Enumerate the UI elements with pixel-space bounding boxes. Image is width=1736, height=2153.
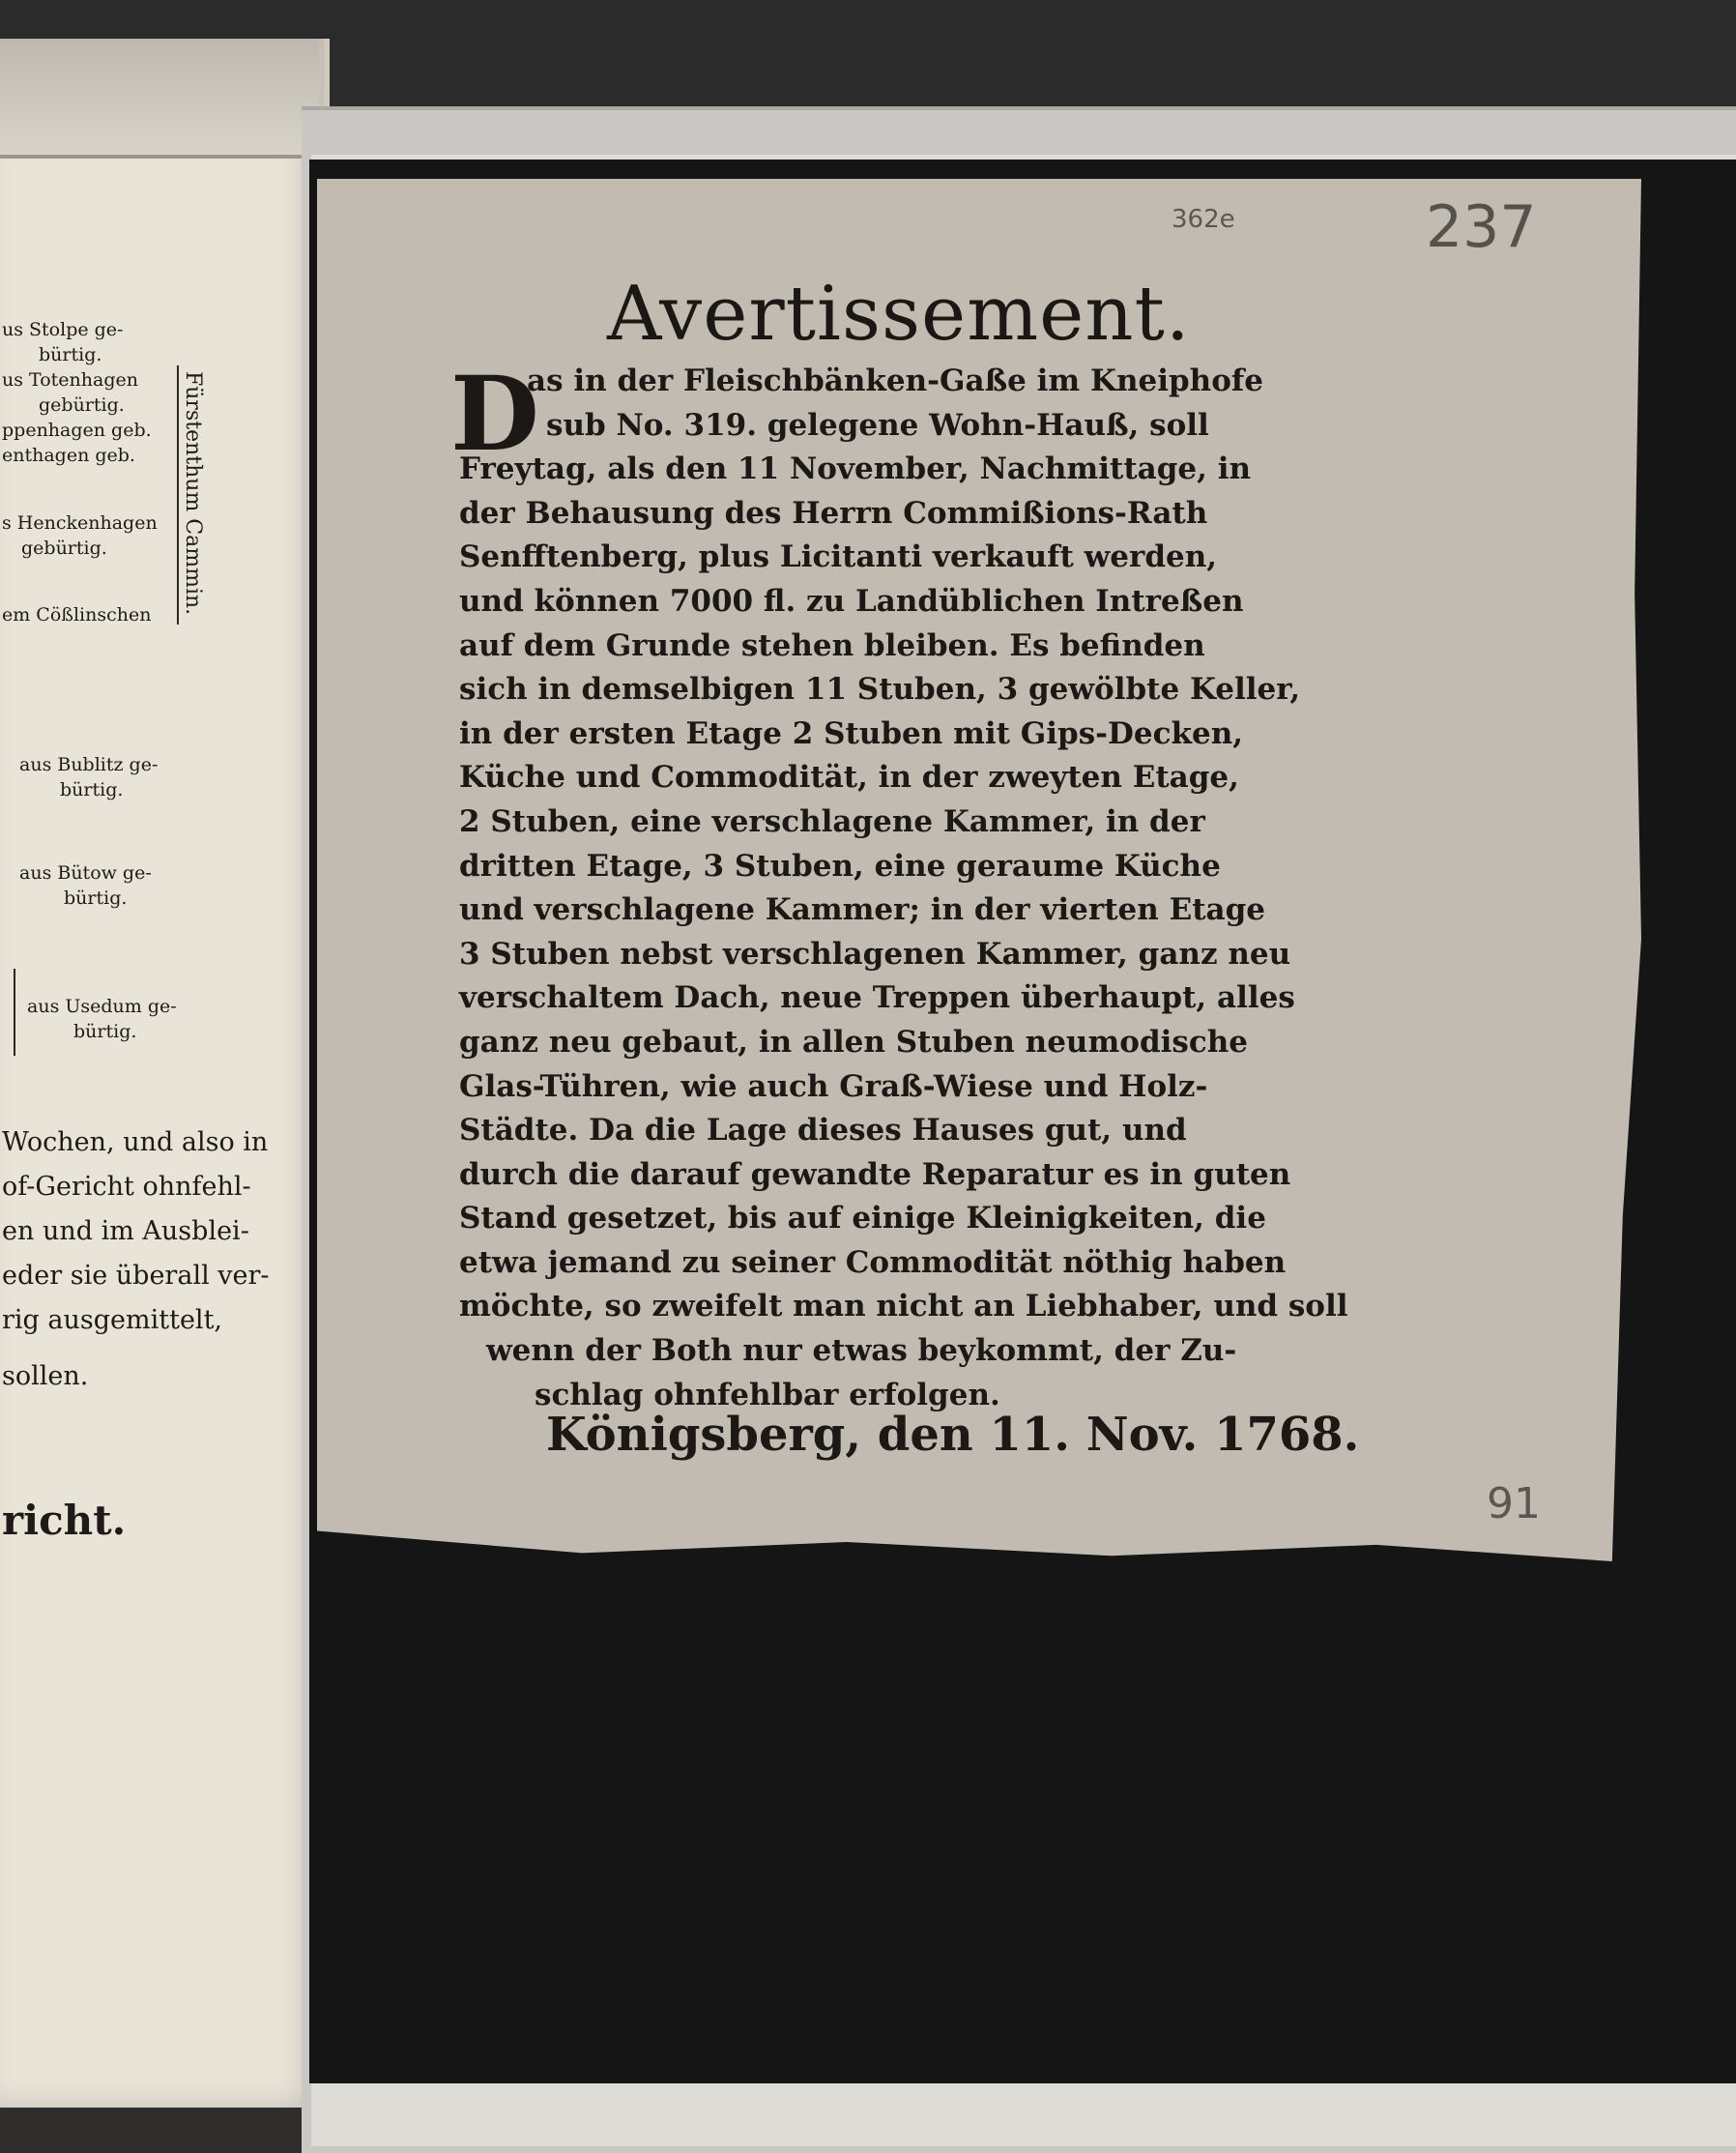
left-page-line: us Totenhagen (2, 369, 138, 391)
body-line: Glas-Tühren, wie auch Graß-Wiese und Holz- (459, 1068, 1208, 1104)
left-page-line: bürtig. (73, 1021, 137, 1042)
left-page-line: en und im Ausblei- (2, 1216, 249, 1246)
left-page-line: aus Usedum ge- (27, 996, 177, 1017)
body-line: dritten Etage, 3 Stuben, eine geraume Küche (459, 848, 1221, 884)
brace (177, 365, 179, 625)
left-page-line: bürtig. (39, 344, 102, 365)
pencil-catalog-number: 362e (1172, 205, 1235, 234)
left-page-line: aus Bütow ge- (19, 862, 152, 884)
pencil-folio-number: 237 (1426, 193, 1537, 261)
body-line: verschaltem Dach, neue Treppen überhaupt, alles (459, 980, 1295, 1016)
handbill-body (459, 360, 1348, 1417)
drop-cap: D (450, 353, 539, 474)
body-line: Freytag, als den 11 November, Nachmittage, in (459, 451, 1252, 487)
vertical-margin-label: Fürstenthum Cammin. (181, 371, 205, 616)
body-line: wenn der Both nur etwas beykommt, der Zu- (486, 1333, 1237, 1369)
handbill-title: Avertissement. (607, 271, 1191, 358)
left-page-line: gebürtig. (39, 394, 125, 416)
left-page-line: gebürtig. (21, 538, 107, 559)
left-page-line: of-Gericht ohnfehl- (2, 1172, 251, 1202)
body-line: 2 Stuben, eine verschlagene Kammer, in der (459, 803, 1205, 839)
body-line: in der ersten Etage 2 Stuben mit Gips-Decken, (459, 715, 1244, 751)
left-page-line: enthagen geb. (2, 445, 135, 466)
body-line: und können 7000 fl. zu Landüblichen Intreßen (459, 583, 1244, 619)
body-line: Senfftenberg, plus Licitanti verkauft werden, (459, 539, 1218, 575)
body-line: Städte. Da die Lage dieses Hauses gut, und (459, 1113, 1187, 1149)
body-line: Stand gesetzet, bis auf einige Kleinigkeiten, die (459, 1201, 1266, 1237)
body-line: Küche und Commodität, in der zweyten Etage, (459, 760, 1239, 796)
left-page-line: rig ausgemittelt, (2, 1305, 222, 1335)
left-page-line: richt. (2, 1497, 127, 1544)
left-page-line: eder sie überall ver- (2, 1261, 270, 1291)
body-line: und verschlagene Kammer; in der vierten Etage (459, 892, 1266, 928)
pencil-corner-note: 91 (1487, 1479, 1541, 1528)
body-line: auf dem Grunde stehen bleiben. Es befinden (459, 627, 1205, 663)
handbill-dateline: Königsberg, den 11. Nov. 1768. (546, 1408, 1360, 1462)
left-page-line: s Henckenhagen (2, 512, 158, 534)
body-line: as in der Fleischbänken-Gaße im Kneiphofe (527, 364, 1263, 398)
left-page-line: aus Bublitz ge- (19, 754, 159, 775)
body-line: der Behausung des Herrn Commißions-Rath (459, 495, 1208, 531)
left-page-line: us Stolpe ge- (2, 319, 124, 340)
body-line: etwa jemand zu seiner Commodität nöthig haben (459, 1244, 1287, 1280)
body-line: schlag ohnfehlbar erfolgen. (535, 1377, 1000, 1412)
left-page-line: Wochen, und also in (2, 1127, 269, 1157)
brace (14, 969, 15, 1056)
left-page-line: bürtig. (60, 779, 124, 800)
left-page-line: bürtig. (64, 887, 128, 909)
body-line: durch die darauf gewandte Reparatur es in guten (459, 1156, 1291, 1192)
book-page-edges (0, 39, 319, 159)
left-page-line: ppenhagen geb. (2, 420, 152, 441)
body-line: möchte, so zweifelt man nicht an Liebhaber, und soll (459, 1289, 1348, 1324)
body-line: sub No. 319. gelegene Wohn-Hauß, soll (546, 407, 1209, 443)
body-line: ganz neu gebaut, in allen Stuben neumodische (459, 1024, 1248, 1060)
left-page-line: em Cößlinschen (2, 604, 152, 626)
body-line: 3 Stuben nebst verschlagenen Kammer, ganz neu (459, 936, 1291, 972)
left-page-line: sollen. (2, 1361, 89, 1391)
body-line: sich in demselbigen 11 Stuben, 3 gewölbte Keller, (459, 672, 1301, 708)
